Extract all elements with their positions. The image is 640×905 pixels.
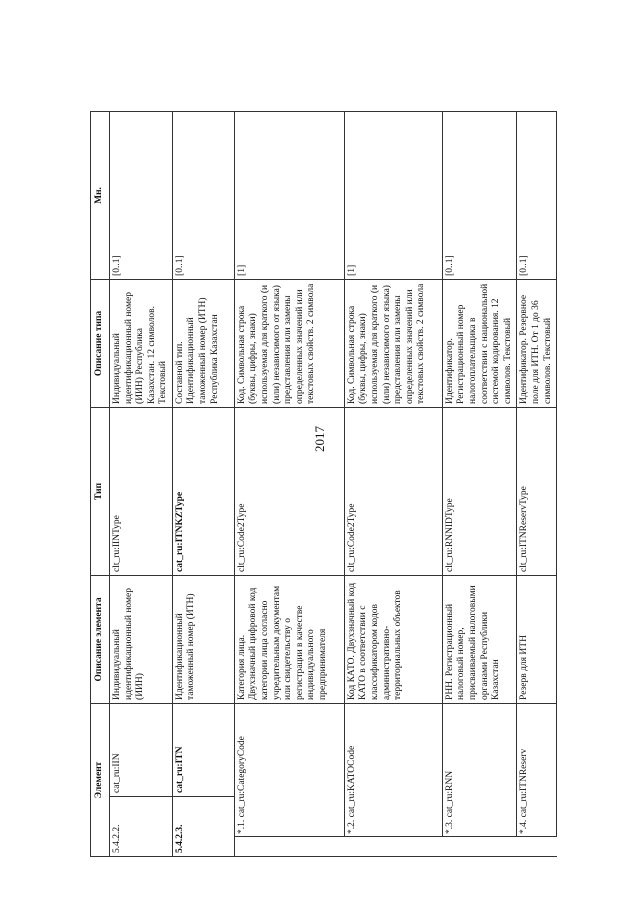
row-element-name: cat_ru:ITN [172, 703, 234, 796]
row-type: clt_ru:RNNIDType [442, 407, 516, 575]
row-type-desc: Код. Символьная строка (буквы, цифры, знаки) используемая для краткого (и (или) независимого от языка) представления или замены определенных значений или текстовых свойств. 2 символа [234, 279, 344, 407]
header-element-desc: Описание элемента [91, 575, 110, 703]
row-sub-element [344, 703, 442, 836]
row-type: cat_ru:ITNKZType [172, 407, 234, 575]
row-mult: [1] [234, 111, 344, 279]
row-sub-element [234, 703, 344, 836]
row-element-desc: Категория лица. Двухзначный цифровой код категории лица согласно учредительным документам или свидетельству о регистрации в качестве индивидуального предпринимателя [234, 575, 344, 703]
row-element-desc: Код КАТО. Двухзначный код КАТО в соответствии с классификатором кодов административно-территориальных объектов [344, 575, 442, 703]
row-type-desc: Идентификатор. Регистрационный номер налогоплательщика в соответствии с национальной системой кодирования. 12 символов. Текстовый [442, 279, 516, 407]
row-element-name: cat_ru:CategoryCode [236, 736, 247, 818]
row-type-desc: Код. Символьная строка (буквы, цифры, знаки) используемая для краткого (и (или) независимого от языка) представления или замены определенных значений или текстовых свойств. 2 символа [344, 279, 442, 407]
row-number: *.2. [346, 819, 357, 834]
row-mult: [0..1] [172, 111, 234, 279]
row-element-desc: Резерв для ИТН [517, 575, 557, 703]
row-sub-element [517, 703, 557, 836]
row-sub-element [442, 703, 516, 836]
row-number: *.3. [444, 819, 455, 834]
row-element-name: cat_ru:RNN [444, 770, 455, 818]
row-element-name: cat_ru:KATOCode [346, 745, 357, 818]
row-element-desc: РНН. Регистрационный налоговый номер, присваиваемый налоговыми органами Республики Казахстан [442, 575, 516, 703]
header-type: Тип [91, 407, 110, 575]
table-row [110, 69, 173, 856]
row-mult: [1] [344, 111, 442, 279]
row-element-desc: Индивидуальный идентификационный номер (ИИН) [110, 575, 173, 703]
table-row [442, 69, 516, 856]
table-row [344, 69, 442, 856]
table-row [172, 69, 234, 856]
row-element-name: cat_ru:IIN [110, 703, 173, 796]
table-row [234, 69, 344, 856]
element-table-sheet [90, 70, 553, 857]
row-type-desc: Индивидуальный идентификационный номер (ИИН) Республика Казахстан. 12 символов. Текстовый [110, 279, 173, 407]
row-type: clt_ru:IINType [110, 407, 173, 575]
row-element-desc: Идентификационный таможенный номер (ИТН) [172, 575, 234, 703]
row-mult: [0..1] [442, 111, 516, 279]
row-type: clt_ru:Code2Type [344, 407, 442, 575]
row-number: *.1. [236, 819, 247, 834]
page-year: 2017 [312, 426, 327, 452]
element-table [90, 69, 557, 857]
row-number: 5.4.2.2. [110, 797, 173, 857]
row-element-name: cat_ru:ITNReserv [519, 748, 530, 818]
row-indent-cell [234, 837, 556, 857]
table-header-row [91, 69, 110, 856]
row-type: clt_ru:ITNReservType [517, 407, 557, 575]
row-mult: [0..1] [517, 111, 557, 279]
row-type-desc: Составной тип. Идентификационный таможенный номер (ИТН) Республика Казахстан [172, 279, 234, 407]
row-type: clt_ru:Code2Type [234, 407, 344, 575]
header-element: Элемент [91, 703, 110, 856]
row-number: *.4. [519, 819, 530, 834]
header-mult: Мн. [91, 111, 110, 279]
table-row [517, 69, 557, 856]
row-type-desc: Идентификатор. Резервное поле для ИТН. От 1 до 36 символов. Текстовый [517, 279, 557, 407]
row-mult: [0..1] [110, 111, 173, 279]
header-type-desc: Описание типа [91, 279, 110, 407]
header-spacer [91, 69, 110, 111]
row-number: 5.4.2.3. [172, 797, 234, 857]
